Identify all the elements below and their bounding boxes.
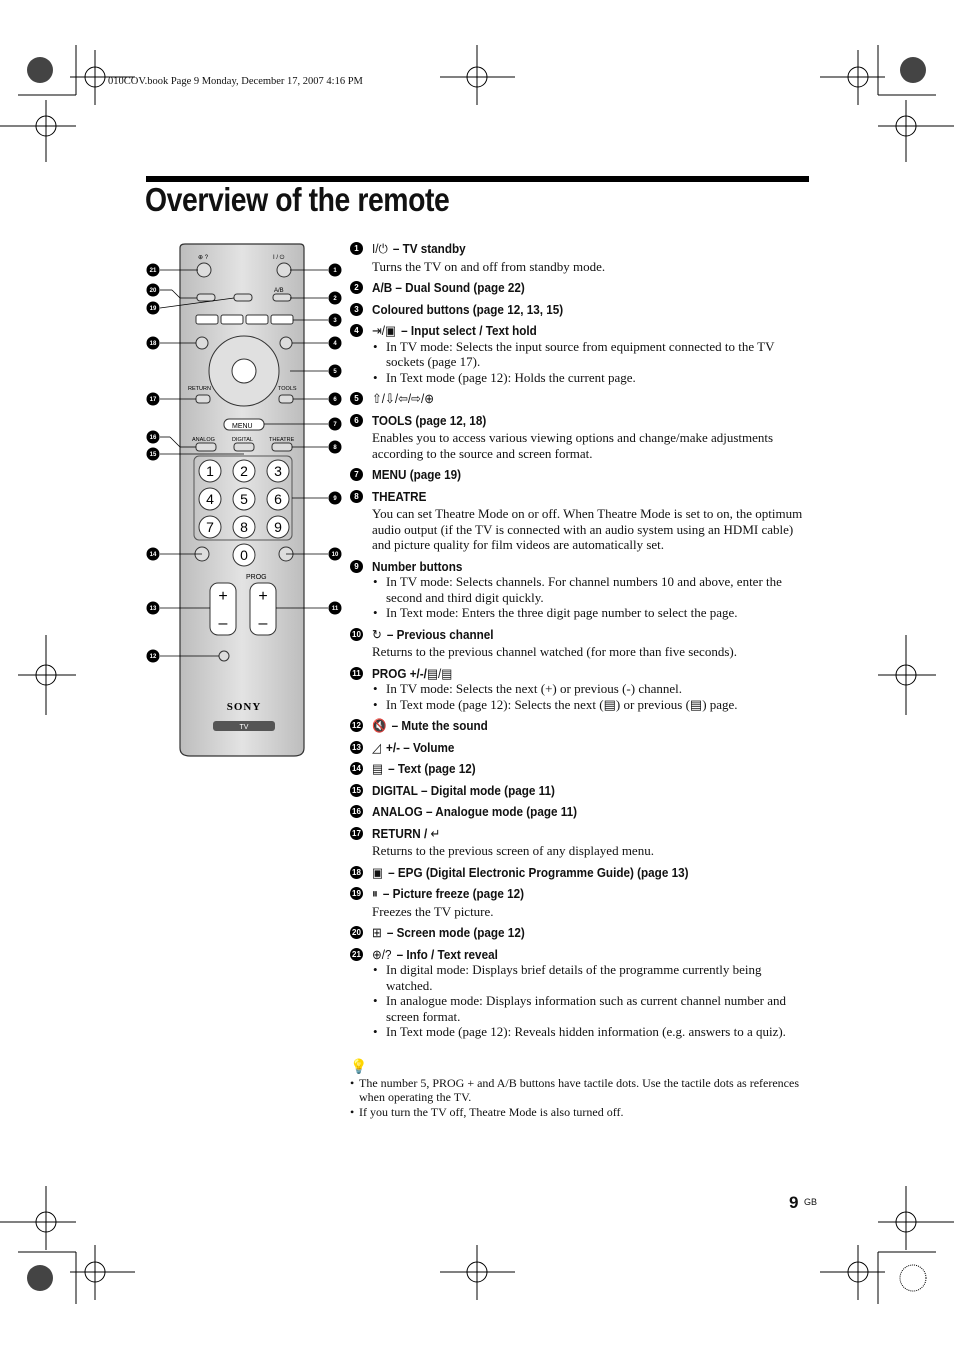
item-5 (350, 391, 810, 407)
item-title: PROG +/-/ (372, 665, 427, 681)
item-title: Number buttons (372, 558, 463, 574)
item-number: 11 (350, 667, 363, 680)
callout-number: 2 (333, 296, 337, 303)
item-7 (350, 467, 810, 483)
number-key-label: 4 (206, 491, 214, 507)
item-2 (350, 280, 810, 296)
item-description: Turns the TV on and off from standby mode. (372, 258, 606, 274)
remote-ab-label: A/B (274, 288, 284, 294)
remote-prog-label: PROG (246, 574, 267, 581)
callout-number: 17 (149, 397, 157, 404)
item-18 (350, 865, 810, 881)
item-title: DIGITAL – Digital mode (page 11) (372, 782, 555, 798)
item-description: Enables you to access various viewing options and change/make adjustments according to the source and screen format. (372, 430, 774, 461)
item-number: 1 (350, 242, 363, 255)
item-number: 4 (350, 324, 363, 337)
item-bullet: • In TV mode: Selects channels. For channel numbers 10 and above, enter the second and third digit quickly. (372, 574, 810, 605)
item-heading (372, 627, 766, 643)
callout-number: 10 (331, 552, 339, 559)
item-bullet: • In digital mode: Displays brief details of the programme currently being watched. (372, 962, 810, 993)
item-number: 14 (350, 762, 363, 775)
item-bullet: • In Text mode (page 12): Holds the current page. (372, 370, 810, 386)
item-heading (372, 302, 766, 318)
item-heading (372, 947, 766, 963)
callout-number: 19 (149, 306, 157, 313)
item-11 (350, 666, 810, 713)
callout-number: 18 (149, 341, 157, 348)
item-number: 5 (350, 392, 363, 405)
item-symbol: ⏸ (372, 886, 378, 901)
callout-number: 12 (149, 654, 157, 661)
number-key-label: 0 (240, 547, 248, 563)
number-key-label: 2 (240, 463, 248, 479)
item-bullet: • In TV mode: Selects the input source from equipment connected to the TV sockets (page 17). (372, 339, 810, 370)
item-title: TOOLS (page 12, 18) (372, 412, 487, 428)
item-heading (372, 804, 766, 820)
item-13 (350, 740, 810, 756)
number-key-label: 7 (206, 519, 214, 535)
item-symbol: 🔇 (372, 718, 387, 733)
number-key-label: 3 (274, 463, 282, 479)
callout-number: 7 (333, 422, 337, 429)
item-heading (372, 323, 766, 339)
item-bullet: • In analogue mode: Displays information such as current channel number and screen format. (372, 993, 810, 1024)
svg-text:⊕ ?: ⊕ ? (198, 255, 209, 261)
item-title: – Text (page 12) (384, 761, 476, 776)
remote-standby-label: I / ⏻ (273, 255, 285, 261)
item-3 (350, 302, 810, 318)
item-description: Freezes the TV picture. (372, 903, 494, 919)
item-4 (350, 323, 810, 385)
item-number: 8 (350, 490, 363, 503)
remote-tools-label: TOOLS (278, 386, 297, 392)
item-number: 7 (350, 468, 363, 481)
item-10 (350, 627, 810, 660)
item-bullet: • In Text mode (page 12): Reveals hidden information (e.g. answers to a quiz). (372, 1024, 810, 1040)
item-heading (372, 559, 766, 575)
item-heading (372, 666, 766, 682)
remote-digital-label: DIGITAL (232, 437, 253, 443)
item-description: You can set Theatre Mode on or off. When Theatre Mode is set to on, the optimum audio output (if the TV is connected with an audio system using an HDMI cable) and picture quality for film videos are automatically set. (372, 506, 803, 552)
item-number: 13 (350, 741, 363, 754)
item-8 (350, 489, 810, 553)
callout-number: 5 (333, 369, 337, 376)
item-description: Returns to the previous screen of any displayed menu. (372, 843, 654, 858)
item-symbol: ▣ (372, 864, 384, 880)
item-heading (372, 489, 766, 505)
item-19 (350, 886, 810, 919)
item-title: ANALOG – Analogue mode (page 11) (372, 804, 578, 819)
item-bullet: • In TV mode: Selects the next (+) or previous (-) channel. (372, 681, 810, 697)
remote-menu-label: MENU (232, 423, 253, 430)
callout-number: 9 (333, 496, 337, 503)
remote-brand: SONY (226, 701, 262, 713)
item-number: 18 (350, 866, 363, 879)
item-title: A/B – Dual Sound (page 22) (372, 280, 525, 295)
hint-item: • The number 5, PROG + and A/B buttons have tactile dots. Use the tactile dots as references when operating the TV. (350, 1076, 810, 1105)
items-list (350, 241, 810, 1046)
item-21 (350, 947, 810, 1040)
item-title: Coloured buttons (page 12, 13, 15) (372, 301, 564, 317)
item-heading (372, 391, 766, 407)
callout-number: 3 (333, 318, 337, 325)
item-symbol: ◿ (372, 739, 381, 755)
number-key-label: 9 (274, 519, 282, 535)
item-title: – Mute the sound (388, 718, 488, 733)
callout-number: 4 (333, 341, 337, 348)
item-number: 19 (350, 887, 363, 900)
callout-number: 13 (149, 606, 157, 613)
item-title: MENU (page 19) (372, 467, 462, 482)
hint-icon: 💡 (350, 1060, 368, 1075)
item-title: – Info / Text reveal (393, 946, 498, 962)
page-suffix: GB (804, 1197, 818, 1207)
item-heading (372, 467, 766, 483)
item-heading (372, 783, 766, 799)
remote-theatre-label: THEATRE (269, 437, 295, 443)
number-key-label: 1 (206, 463, 214, 479)
item-symbol: ↵ (430, 825, 441, 841)
item-number: 16 (350, 805, 363, 818)
item-title: – Picture freeze (page 12) (379, 886, 525, 901)
item-number: 6 (350, 414, 363, 427)
hint-item: • If you turn the TV off, Theatre Mode is also turned off. (350, 1105, 810, 1120)
callout-number: 14 (149, 552, 157, 559)
item-heading (372, 886, 766, 902)
item-bullet: • In Text mode (page 12): Selects the next (▤) or previous (▤) page. (372, 697, 810, 713)
item-title: RETURN / (372, 825, 431, 841)
item-number: 15 (350, 784, 363, 797)
item-description: Returns to the previous channel watched (for more than five seconds). (372, 644, 737, 659)
item-14 (350, 761, 810, 777)
item-12 (350, 718, 810, 734)
svg-text:+: + (218, 588, 228, 605)
item-6 (350, 413, 810, 462)
item-number: 20 (350, 926, 363, 939)
item-heading (372, 241, 766, 257)
item-number: 12 (350, 719, 363, 732)
item-title: – EPG (Digital Electronic Programme Guide) (page 13) (384, 864, 689, 880)
number-key-label: 5 (240, 491, 248, 507)
item-title: – Previous channel (383, 626, 494, 642)
item-symbol: ⇧/⇩/⇦/⇨/⊕ (372, 391, 435, 406)
item-symbol: ⇥/▣ (372, 323, 397, 338)
item-heading (372, 413, 766, 429)
number-key-label: 8 (240, 519, 248, 535)
svg-text:–: – (218, 615, 228, 632)
item-heading (372, 865, 766, 881)
remote-return-label: RETURN (188, 386, 211, 392)
item-heading (372, 761, 766, 777)
callout-number: 15 (149, 452, 157, 459)
item-title: +/- – Volume (382, 739, 455, 755)
callout-number: 20 (149, 288, 157, 295)
item-symbol: ↻ (372, 626, 382, 642)
page-number: 9 (789, 1193, 799, 1212)
item-16 (350, 804, 810, 820)
callout-number: 8 (333, 445, 337, 452)
svg-text:–: – (258, 615, 268, 632)
callout-number: 1 (333, 268, 337, 275)
item-title: – Screen mode (page 12) (383, 925, 525, 940)
item-number: 21 (350, 948, 363, 961)
item-20 (350, 925, 810, 941)
item-heading (372, 925, 766, 941)
callout-number: 6 (333, 397, 337, 404)
item-symbol: ⊕/? (372, 946, 392, 962)
item-number: 10 (350, 628, 363, 641)
page-title: Overview of the remote (145, 181, 450, 218)
item-heading (372, 826, 766, 842)
item-number: 17 (350, 827, 363, 840)
item-17 (350, 826, 810, 859)
remote-tv-label: TV (239, 724, 249, 731)
item-number: 9 (350, 560, 363, 573)
item-heading (372, 280, 766, 296)
item-symbol: ⊞ (372, 925, 382, 940)
book-header: 010COV.book Page 9 Monday, December 17, 2007 4:16 PM (108, 76, 363, 87)
item-9 (350, 559, 810, 621)
item-1 (350, 241, 810, 274)
item-symbol: I/⏻ (372, 241, 388, 256)
hint-section (350, 1061, 810, 1119)
item-symbol: ▤ (372, 761, 384, 776)
item-heading (372, 740, 766, 756)
svg-text:+: + (258, 588, 268, 605)
callout-number: 21 (149, 268, 157, 275)
item-number: 3 (350, 303, 363, 316)
remote-illustration (140, 238, 350, 763)
item-bullet: • In Text mode: Enters the three digit page number to select the page. (372, 605, 810, 621)
item-number: 2 (350, 281, 363, 294)
item-15 (350, 783, 810, 799)
number-key-label: 6 (274, 491, 282, 507)
callout-number: 11 (331, 606, 339, 613)
item-heading (372, 718, 766, 734)
callout-number: 16 (149, 435, 157, 442)
item-title: – Input select / Text hold (397, 323, 537, 338)
item-symbol: ▤/▤ (426, 665, 453, 681)
item-title: – TV standby (389, 241, 466, 256)
remote-analog-label: ANALOG (192, 437, 215, 443)
item-title: THEATRE (372, 488, 427, 504)
